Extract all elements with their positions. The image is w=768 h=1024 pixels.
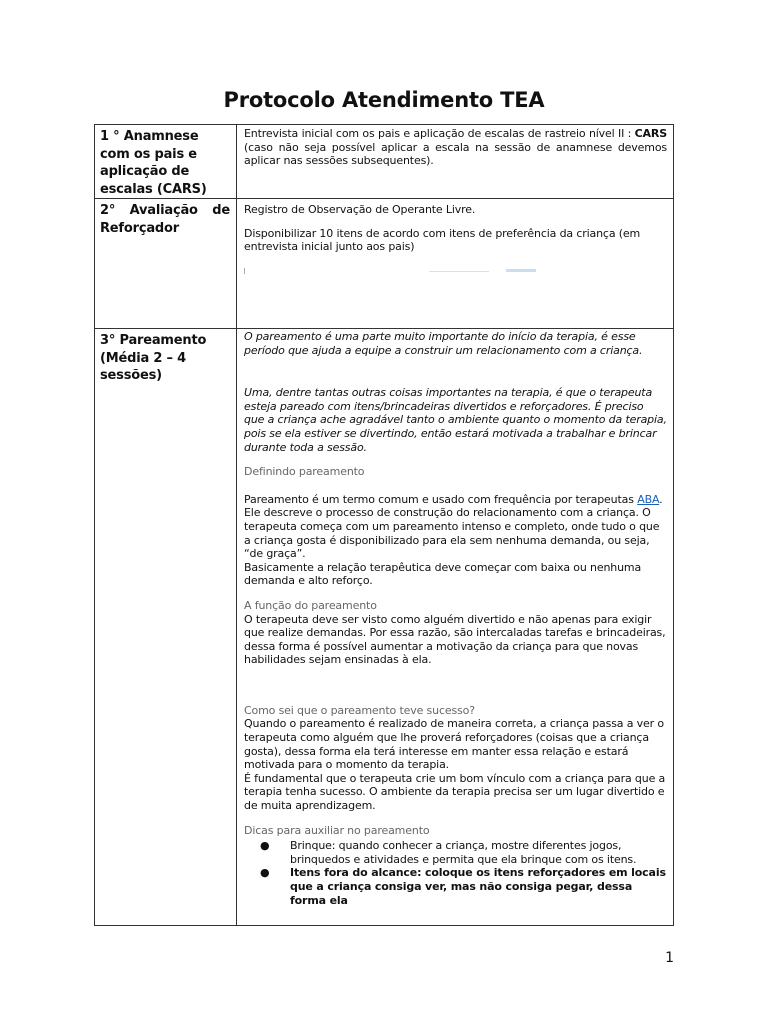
sucesso-text-2: É fundamental que o terapeuta crie um bom vínculo com a criança para que a terapia tenha sucesso. O ambiente da terapia precisa ser um lugar divertido e de muita aprendizagem. xyxy=(244,771,666,813)
row-label-pareamento: 3° Pareamento (Média 2 – 4 sessões) xyxy=(100,333,207,383)
cars-bold: CARS xyxy=(634,127,667,140)
page-number: 1 xyxy=(665,950,674,966)
section-heading-dicas: Dicas para auxiliar no pareamento xyxy=(244,823,430,837)
definindo-text: Pareamento é um termo comum e usado com frequência por terapeutas ABA. Ele descreve o processo de construção do relacionamento com a criança. O terapeuta começa com um pareamento intenso e completo, onde tudo o que a criança gosta é disponibilizado para ela sem nenhuma demanda, ou seja, “de graça”. xyxy=(244,492,663,561)
row-label-cell xyxy=(95,199,237,329)
row-content-cell xyxy=(237,125,674,199)
section-heading-definindo: Definindo pareamento xyxy=(244,465,365,479)
protocol-table xyxy=(94,124,674,926)
table-row-reforcador xyxy=(95,199,674,329)
faint-image-artifact xyxy=(244,266,667,279)
spacer xyxy=(244,667,667,704)
reforcador-p1: Registro de Observação de Operante Livre. xyxy=(244,203,476,216)
sucesso-text-1: Quando o pareamento é realizado de maneira correta, a criança passa a ver o terapeuta como alguém que lhe proverá reforçadores (coisas que a criança gosta), dessa forma ela terá interesse em manter essa relação e estará motivada para o momento da terapia. xyxy=(244,717,664,772)
bullet-icon: ● xyxy=(260,866,270,880)
row-label-reforcador: 2° Avaliação de Reforçador xyxy=(100,203,230,236)
bullet-icon: ● xyxy=(260,839,270,853)
list-item: ● Brinque: quando conhecer a criança, mostre diferentes jogos, brinquedos e atividades e permita que ela brinque com os itens. xyxy=(260,839,637,866)
spacer xyxy=(244,357,667,386)
row-label-cell xyxy=(95,125,237,199)
pareamento-intro1: O pareamento é uma parte muito importante do início da terapia, é esse período que ajuda a equipe a construir um relacionamento com a criança. xyxy=(244,330,643,357)
anamnese-text: Entrevista inicial com os pais e aplicação de escalas de rastreio nível II : CARS (caso não seja possível aplicar a escala na sessão de anamnese devemos aplicar nas sessões subsequentes). xyxy=(244,127,667,168)
row-label-anamnese: 1 ° Anamnese com os pais e aplicação de escalas (CARS) xyxy=(100,129,207,197)
row-label-cell xyxy=(95,329,237,926)
definindo-text-2: Basicamente a relação terapêutica deve começar com baixa ou nenhuma demanda e alto reforço. xyxy=(244,560,642,588)
tips-list xyxy=(244,839,667,907)
pareamento-intro2: Uma, dentre tantas outras coisas importantes na terapia, é que o terapeuta esteja pareado com itens/brincadeiras divertidos e reforçadores. É preciso que a criança ache agradável tanto o ambiente quanto o momento da terapia, pois se ela estiver se divertindo, então estará motivada a trabalhar e brincar durante toda a sessão. xyxy=(244,386,667,454)
faint-line-graphic xyxy=(244,266,544,276)
funcao-text: O terapeuta deve ser visto como alguém divertido e não apenas para exigir que realize demandas. Por essa razão, são intercaladas tarefas e brincadeiras, dessa forma é possível aumentar a motivação da criança para que novas habilidades sejam ensinadas à ela. xyxy=(244,612,666,667)
row-content-cell xyxy=(237,329,674,926)
table-row-pareamento xyxy=(95,329,674,926)
pareamento-content xyxy=(237,329,673,907)
list-item: ● Itens fora do alcance: coloque os itens reforçadores em locais que a criança consiga ver, mas não consiga pegar, dessa forma ela xyxy=(260,866,666,907)
aba-link[interactable]: ABA xyxy=(637,492,660,506)
document-title: Protocolo Atendimento TEA xyxy=(223,88,545,112)
section-heading-funcao: A função do pareamento xyxy=(244,598,377,612)
reforcador-content xyxy=(237,199,673,279)
row-content-cell xyxy=(237,199,674,329)
section-heading-sucesso: Como sei que o pareamento teve sucesso? xyxy=(244,703,475,717)
table-row-anamnese xyxy=(95,125,674,199)
reforcador-p2: Disponibilizar 10 itens de acordo com itens de preferência da criança (em entrevista inicial junto aos pais) xyxy=(244,226,641,254)
